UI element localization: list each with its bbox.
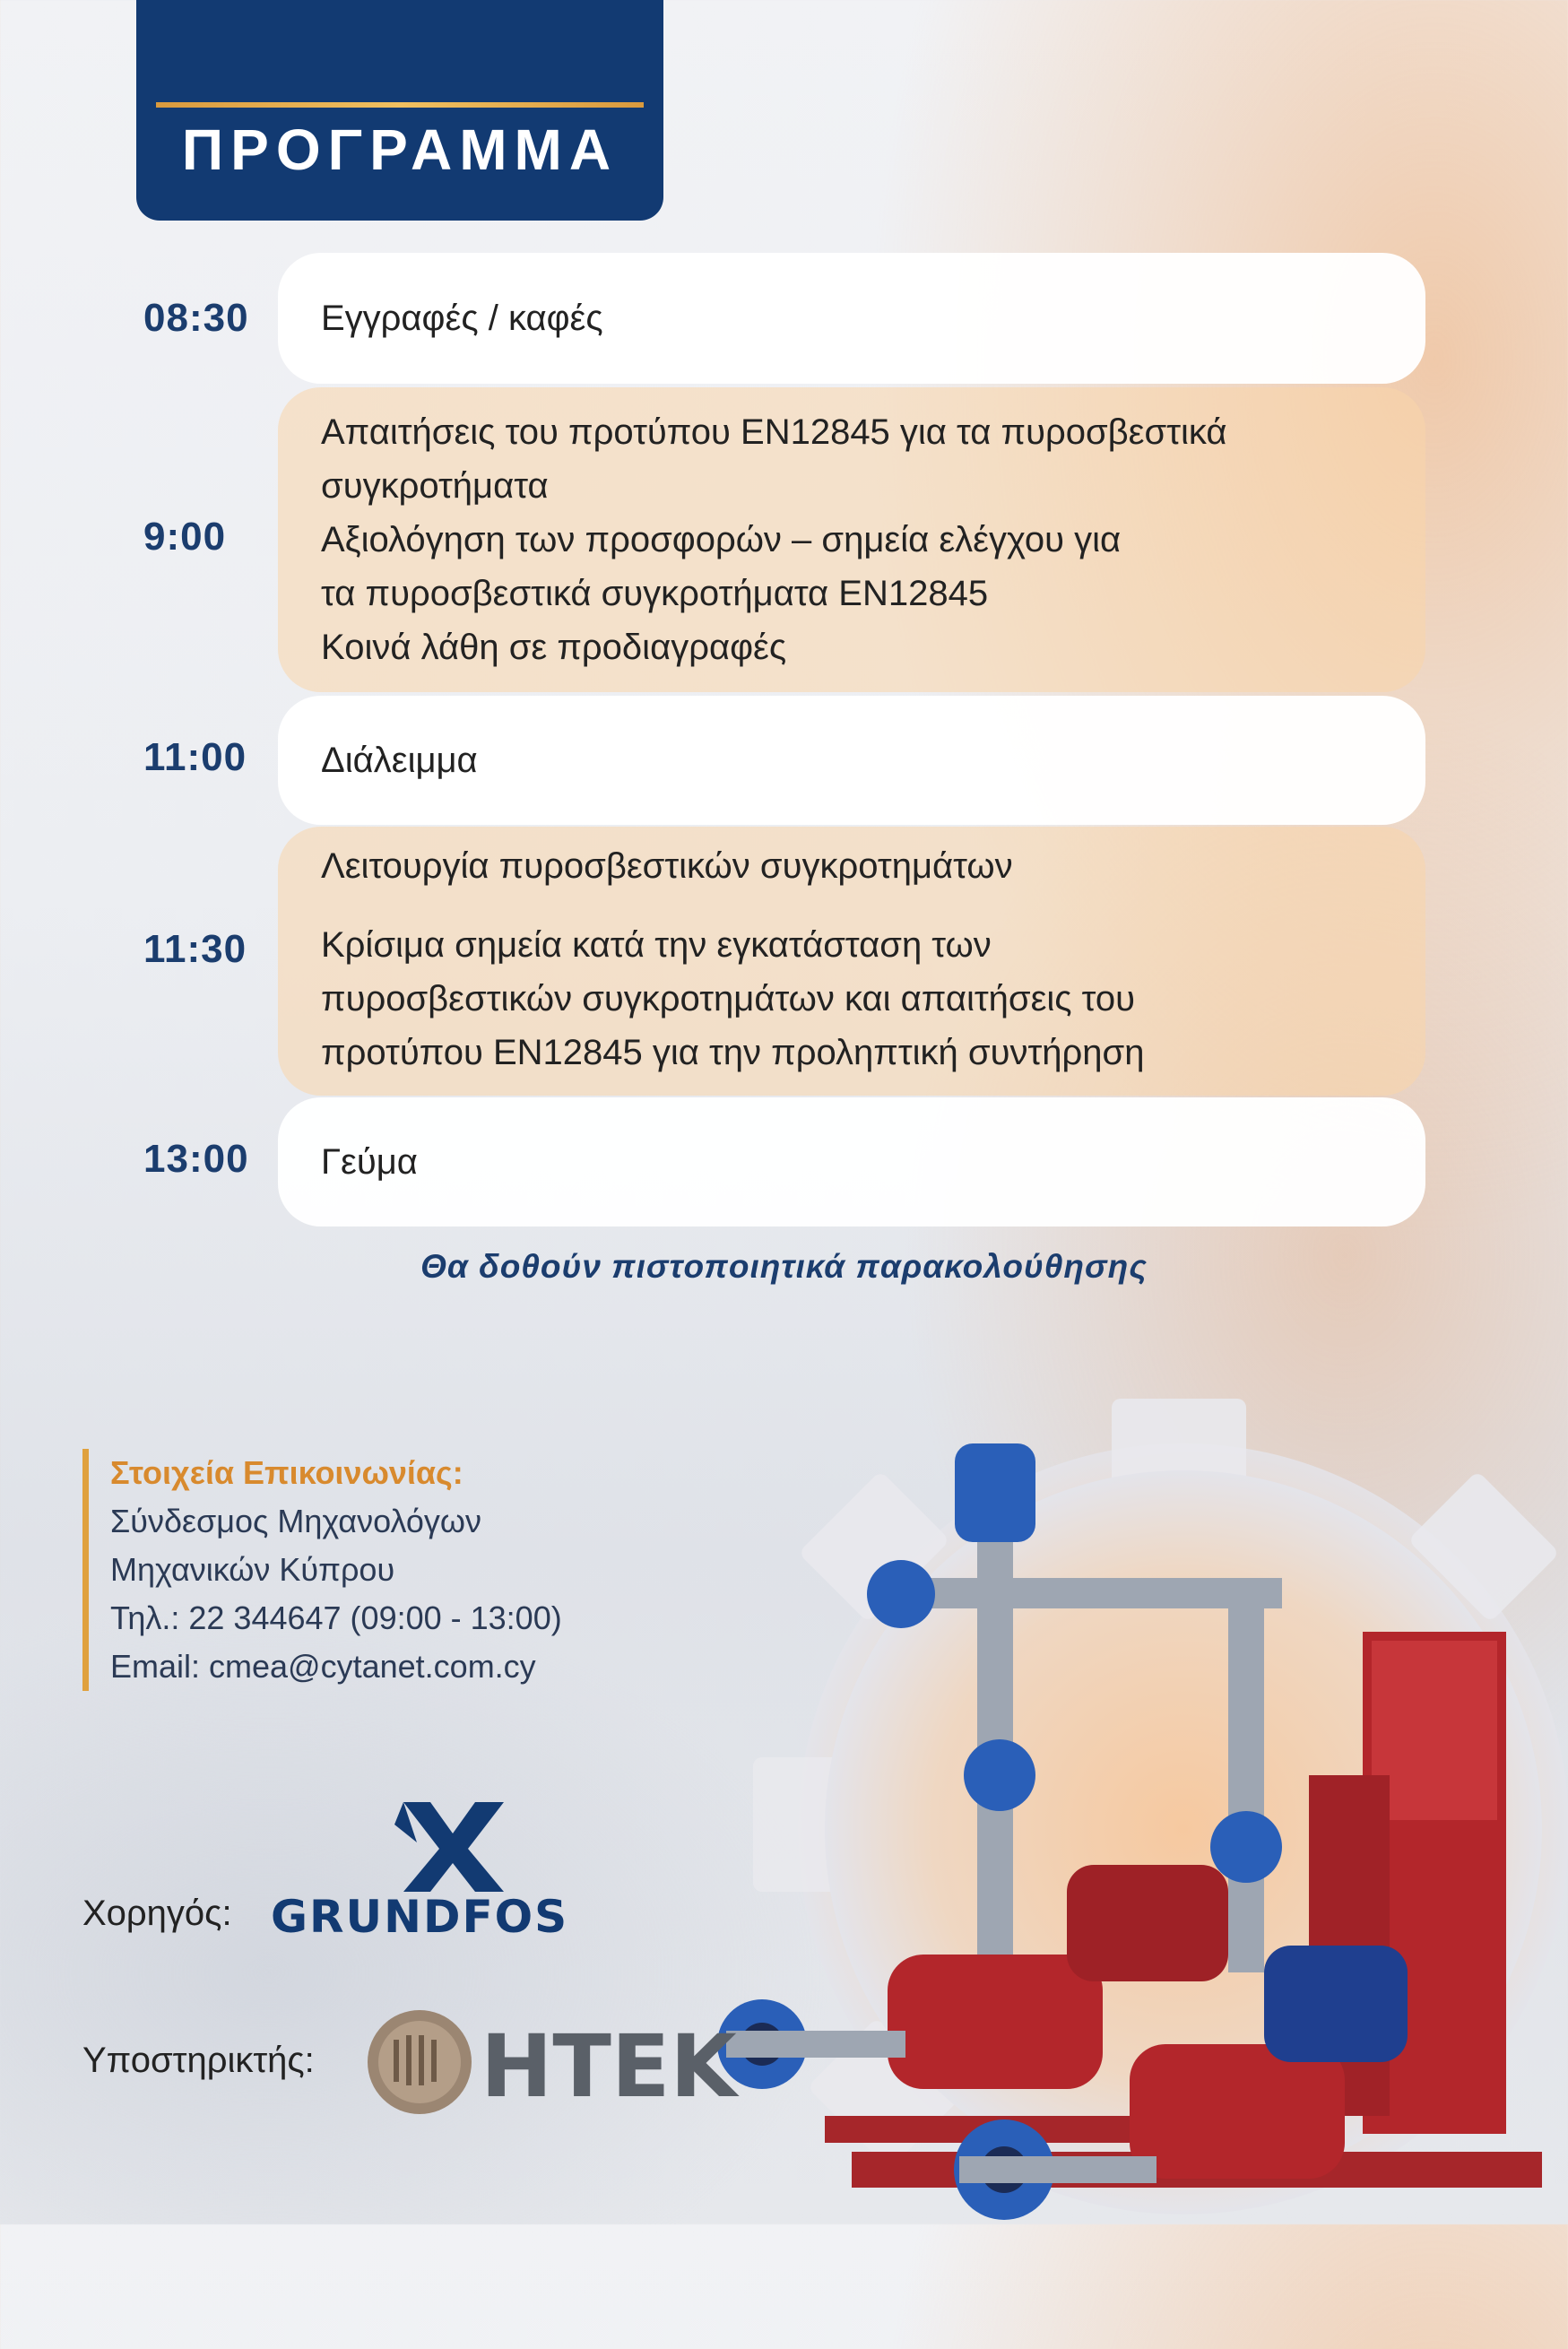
grundfos-x-mark-icon	[394, 1802, 504, 1892]
schedule-item-text: τα πυροσβεστικά συγκροτήματα EN12845	[321, 574, 989, 613]
schedule-item-text: συγκροτήματα	[321, 466, 549, 506]
contact-heading: Στοιχεία Επικοινωνίας:	[110, 1454, 463, 1491]
certificates-note: Θα δοθούν πιστοποιητικά παρακολούθησης	[420, 1248, 1148, 1285]
schedule-item-text: Λειτουργία πυροσβεστικών συγκροτημάτων	[321, 846, 1013, 886]
schedule-item-text: προτύπου EN12845 για την προληπτική συντήρηση	[321, 1033, 1145, 1072]
schedule-item-text: Κρίσιμα σημεία κατά την εγκατάσταση των	[321, 925, 992, 965]
schedule-item-text: Διάλειμμα	[321, 741, 478, 780]
schedule-item-text: Αξιολόγηση των προσφορών – σημεία ελέγχου για	[321, 520, 1122, 559]
etek-seal-icon	[368, 2010, 472, 2114]
grundfos-logo-text: GRUNDFOS	[271, 1891, 569, 1937]
header-gold-rule	[156, 102, 644, 108]
schedule-time: 11:00	[143, 735, 247, 779]
contact-block	[82, 1449, 738, 1691]
sponsor-label: Χορηγός:	[82, 1894, 232, 1933]
etek-logo-text: ΗΤΕΚ	[481, 2016, 737, 2116]
schedule-item	[278, 696, 1425, 825]
schedule-time: 08:30	[143, 296, 249, 340]
contact-org-line-2: Μηχανικών Κύπρου	[110, 1551, 395, 1588]
schedule-item-text: Κοινά λάθη σε προδιαγραφές	[321, 628, 787, 667]
contact-org-line-1: Σύνδεσμος Μηχανολόγων	[110, 1503, 482, 1539]
schedule-item-text: Γεύμα	[321, 1142, 418, 1182]
schedule-time: 13:00	[143, 1137, 249, 1181]
schedule-time: 11:30	[143, 927, 247, 971]
program-header	[136, 0, 663, 221]
schedule-item-text: Απαιτήσεις του προτύπου EN12845 για τα πυροσβεστικά	[321, 412, 1227, 452]
schedule-item-text: πυροσβεστικών συγκροτημάτων και απαιτήσεις του	[321, 979, 1136, 1018]
schedule-item	[278, 387, 1425, 692]
schedule-item	[278, 827, 1425, 1096]
pump-illustration	[681, 1363, 1568, 2349]
supporter-label: Υποστηρικτής:	[82, 2041, 315, 2080]
schedule-item	[278, 1097, 1425, 1227]
schedule-time: 9:00	[143, 515, 227, 559]
contact-email[interactable]: Email: cmea@cytanet.com.cy	[110, 1648, 536, 1685]
grundfos-logo	[269, 1793, 654, 1937]
etek-logo	[366, 2008, 742, 2116]
contact-phone: Τηλ.: 22 344647 (09:00 - 13:00)	[110, 1599, 562, 1636]
schedule-item	[278, 253, 1425, 384]
page-title: ΠΡΟΓΡΑΜΜΑ	[181, 117, 619, 182]
schedule-item-text: Εγγραφές / καφές	[321, 299, 603, 338]
